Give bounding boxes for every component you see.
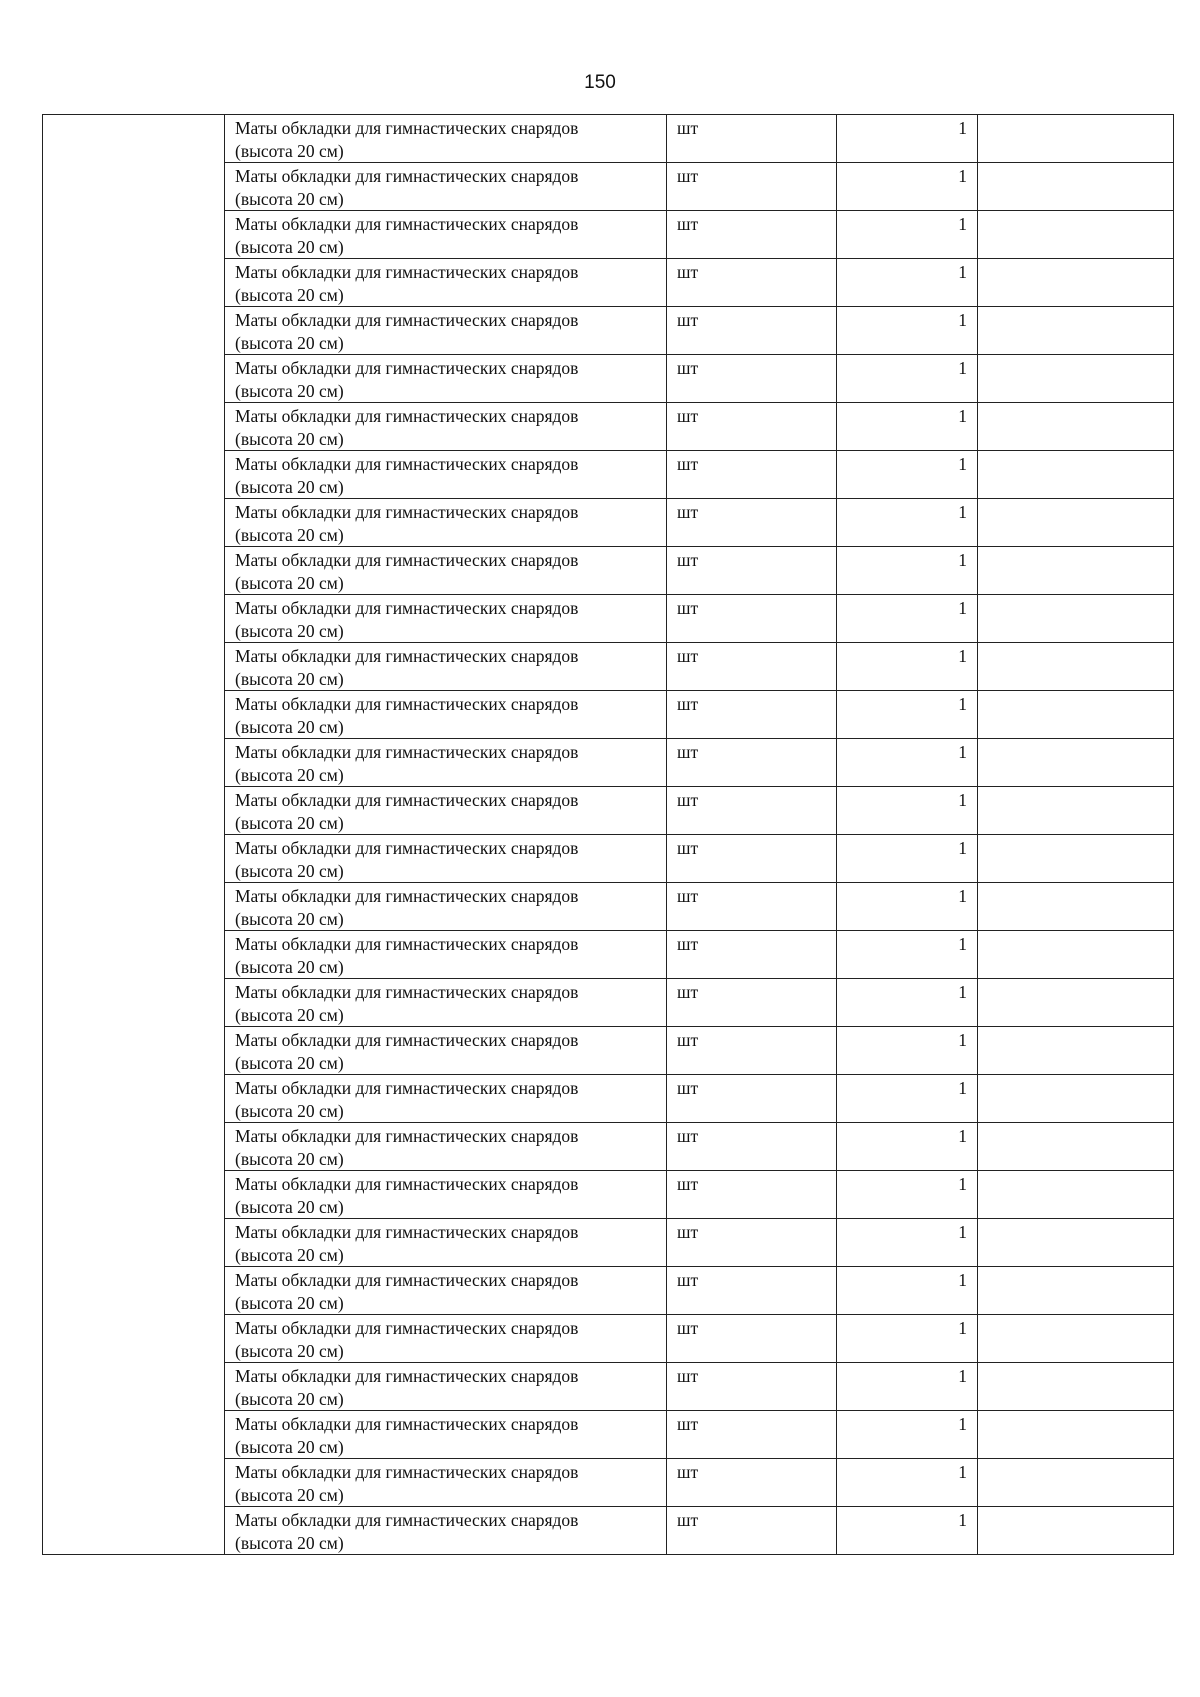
item-note-cell <box>978 547 1174 595</box>
item-note-cell <box>978 403 1174 451</box>
item-note-cell <box>978 259 1174 307</box>
item-qty-cell <box>837 547 978 595</box>
item-unit-cell <box>667 739 837 787</box>
item-name-line1: Маты обкладки для гимнастических снарядов <box>235 502 579 522</box>
item-unit-cell <box>667 1267 837 1315</box>
item-qty-cell <box>837 1219 978 1267</box>
item-note-cell <box>978 163 1174 211</box>
item-name-line2: (высота 20 см) <box>235 1244 344 1265</box>
item-name-line1: Маты обкладки для гимнастических снарядов <box>235 1366 579 1386</box>
item-qty: 1 <box>958 1414 967 1434</box>
item-name-cell <box>225 499 667 547</box>
item-name-cell <box>225 979 667 1027</box>
item-qty: 1 <box>958 646 967 666</box>
item-qty-cell <box>837 787 978 835</box>
item-unit-cell <box>667 115 837 163</box>
item-name-line2: (высота 20 см) <box>235 1100 344 1121</box>
item-qty-cell <box>837 1027 978 1075</box>
item-name-cell <box>225 595 667 643</box>
item-note-cell <box>978 931 1174 979</box>
item-unit: шт <box>677 1318 699 1338</box>
item-note-cell <box>978 1315 1174 1363</box>
item-unit: шт <box>677 790 699 810</box>
item-name-line1: Маты обкладки для гимнастических снарядов <box>235 1030 579 1050</box>
item-unit-cell <box>667 403 837 451</box>
item-qty: 1 <box>958 1270 967 1290</box>
item-name-cell <box>225 1363 667 1411</box>
item-name-cell <box>225 1027 667 1075</box>
item-qty-cell <box>837 355 978 403</box>
item-note-cell <box>978 835 1174 883</box>
item-qty: 1 <box>958 214 967 234</box>
item-name-cell <box>225 1411 667 1459</box>
item-unit: шт <box>677 694 699 714</box>
item-qty-cell <box>837 115 978 163</box>
item-unit: шт <box>677 262 699 282</box>
item-name-line1: Маты обкладки для гимнастических снарядов <box>235 262 579 282</box>
item-note-cell <box>978 1363 1174 1411</box>
item-note-cell <box>978 787 1174 835</box>
item-name-line2: (высота 20 см) <box>235 1340 344 1361</box>
item-qty: 1 <box>958 1462 967 1482</box>
item-name-line2: (высота 20 см) <box>235 1052 344 1073</box>
item-name-line2: (высота 20 см) <box>235 1436 344 1457</box>
item-qty: 1 <box>958 886 967 906</box>
item-unit: шт <box>677 502 699 522</box>
item-qty-cell <box>837 451 978 499</box>
item-name-cell <box>225 835 667 883</box>
item-qty-cell <box>837 211 978 259</box>
item-name-line2: (высота 20 см) <box>235 284 344 305</box>
item-qty-cell <box>837 1267 978 1315</box>
item-note-cell <box>978 1075 1174 1123</box>
item-name-line1: Маты обкладки для гимнастических снарядов <box>235 1414 579 1434</box>
item-unit-cell <box>667 211 837 259</box>
item-name-cell <box>225 787 667 835</box>
item-note-cell <box>978 115 1174 163</box>
item-unit: шт <box>677 982 699 1002</box>
item-name-line2: (высота 20 см) <box>235 1388 344 1409</box>
item-qty: 1 <box>958 406 967 426</box>
item-name-cell <box>225 1459 667 1507</box>
item-unit-cell <box>667 1027 837 1075</box>
item-qty: 1 <box>958 310 967 330</box>
item-name-line1: Маты обкладки для гимнастических снарядов <box>235 1462 579 1482</box>
item-name-line2: (высота 20 см) <box>235 812 344 833</box>
item-name-cell <box>225 1315 667 1363</box>
item-name-line1: Маты обкладки для гимнастических снарядов <box>235 214 579 234</box>
item-name-line2: (высота 20 см) <box>235 476 344 497</box>
item-qty: 1 <box>958 1366 967 1386</box>
item-name-line2: (высота 20 см) <box>235 956 344 977</box>
item-note-cell <box>978 1219 1174 1267</box>
item-note-cell <box>978 643 1174 691</box>
item-unit: шт <box>677 1174 699 1194</box>
item-unit: шт <box>677 1270 699 1290</box>
item-name-line1: Маты обкладки для гимнастических снарядов <box>235 1510 579 1530</box>
item-qty: 1 <box>958 1078 967 1098</box>
item-qty: 1 <box>958 934 967 954</box>
item-unit-cell <box>667 595 837 643</box>
item-name-line2: (высота 20 см) <box>235 620 344 641</box>
item-qty: 1 <box>958 838 967 858</box>
item-unit: шт <box>677 1414 699 1434</box>
item-unit: шт <box>677 1462 699 1482</box>
item-qty: 1 <box>958 166 967 186</box>
item-qty-cell <box>837 163 978 211</box>
equipment-table <box>42 114 1174 1555</box>
item-unit-cell <box>667 1219 837 1267</box>
item-note-cell <box>978 1123 1174 1171</box>
item-note-cell <box>978 979 1174 1027</box>
item-unit-cell <box>667 1171 837 1219</box>
item-name-line2: (высота 20 см) <box>235 668 344 689</box>
item-unit-cell <box>667 883 837 931</box>
item-name-line1: Маты обкладки для гимнастических снарядов <box>235 934 579 954</box>
item-qty-cell <box>837 1363 978 1411</box>
item-qty: 1 <box>958 1174 967 1194</box>
item-name-line2: (высота 20 см) <box>235 1532 344 1553</box>
item-name-line2: (высота 20 см) <box>235 188 344 209</box>
section-cell <box>43 115 225 1555</box>
item-unit: шт <box>677 454 699 474</box>
item-note-cell <box>978 883 1174 931</box>
item-note-cell <box>978 1171 1174 1219</box>
item-qty-cell <box>837 883 978 931</box>
item-qty-cell <box>837 259 978 307</box>
item-unit-cell <box>667 499 837 547</box>
item-unit-cell <box>667 451 837 499</box>
item-note-cell <box>978 739 1174 787</box>
item-name-line2: (высота 20 см) <box>235 1292 344 1313</box>
item-unit-cell <box>667 1459 837 1507</box>
item-qty-cell <box>837 979 978 1027</box>
item-name-line1: Маты обкладки для гимнастических снарядов <box>235 1318 579 1338</box>
item-qty-cell <box>837 835 978 883</box>
item-qty-cell <box>837 499 978 547</box>
item-name-cell <box>225 547 667 595</box>
item-unit: шт <box>677 118 699 138</box>
item-qty-cell <box>837 1123 978 1171</box>
item-qty: 1 <box>958 1126 967 1146</box>
item-name-line1: Маты обкладки для гимнастических снарядов <box>235 406 579 426</box>
item-name-cell <box>225 691 667 739</box>
item-name-cell <box>225 1075 667 1123</box>
item-unit-cell <box>667 1363 837 1411</box>
item-unit-cell <box>667 787 837 835</box>
item-name-line1: Маты обкладки для гимнастических снарядов <box>235 1126 579 1146</box>
item-name-line2: (высота 20 см) <box>235 1004 344 1025</box>
item-unit-cell <box>667 691 837 739</box>
item-name-line2: (высота 20 см) <box>235 380 344 401</box>
item-name-cell <box>225 259 667 307</box>
item-unit-cell <box>667 835 837 883</box>
item-note-cell <box>978 307 1174 355</box>
item-name-line1: Маты обкладки для гимнастических снарядов <box>235 790 579 810</box>
item-name-line1: Маты обкладки для гимнастических снарядов <box>235 742 579 762</box>
item-note-cell <box>978 1267 1174 1315</box>
item-note-cell <box>978 211 1174 259</box>
item-name-line1: Маты обкладки для гимнастических снарядов <box>235 550 579 570</box>
item-unit: шт <box>677 550 699 570</box>
item-name-cell <box>225 739 667 787</box>
item-qty: 1 <box>958 118 967 138</box>
item-qty: 1 <box>958 502 967 522</box>
item-unit: шт <box>677 742 699 762</box>
item-name-line1: Маты обкладки для гимнастических снарядов <box>235 310 579 330</box>
item-qty-cell <box>837 1507 978 1555</box>
item-unit: шт <box>677 838 699 858</box>
item-name-line1: Маты обкладки для гимнастических снарядов <box>235 454 579 474</box>
item-unit: шт <box>677 166 699 186</box>
item-note-cell <box>978 1459 1174 1507</box>
item-qty: 1 <box>958 982 967 1002</box>
item-name-line2: (высота 20 см) <box>235 1148 344 1169</box>
item-note-cell <box>978 595 1174 643</box>
item-unit: шт <box>677 214 699 234</box>
item-qty: 1 <box>958 790 967 810</box>
item-qty-cell <box>837 1315 978 1363</box>
item-note-cell <box>978 1027 1174 1075</box>
item-name-line2: (высота 20 см) <box>235 428 344 449</box>
item-unit: шт <box>677 886 699 906</box>
item-unit-cell <box>667 979 837 1027</box>
item-name-line1: Маты обкладки для гимнастических снарядов <box>235 1270 579 1290</box>
item-name-line1: Маты обкладки для гимнастических снарядов <box>235 886 579 906</box>
item-name-line2: (высота 20 см) <box>235 140 344 161</box>
item-name-cell <box>225 1123 667 1171</box>
item-name-line1: Маты обкладки для гимнастических снарядов <box>235 598 579 618</box>
item-name-line1: Маты обкладки для гимнастических снарядов <box>235 1222 579 1242</box>
item-name-line1: Маты обкладки для гимнастических снарядов <box>235 358 579 378</box>
item-name-cell <box>225 451 667 499</box>
page-number: 150 <box>584 72 616 93</box>
item-unit: шт <box>677 1222 699 1242</box>
item-name-line2: (высота 20 см) <box>235 764 344 785</box>
item-name-cell <box>225 403 667 451</box>
item-name-cell <box>225 1507 667 1555</box>
item-name-cell <box>225 1171 667 1219</box>
item-unit-cell <box>667 1411 837 1459</box>
item-qty: 1 <box>958 358 967 378</box>
item-note-cell <box>978 499 1174 547</box>
item-note-cell <box>978 691 1174 739</box>
item-unit: шт <box>677 934 699 954</box>
item-qty: 1 <box>958 694 967 714</box>
item-name-line1: Маты обкладки для гимнастических снарядов <box>235 1078 579 1098</box>
item-unit-cell <box>667 1507 837 1555</box>
item-qty-cell <box>837 1075 978 1123</box>
item-name-cell <box>225 355 667 403</box>
item-name-line1: Маты обкладки для гимнастических снарядов <box>235 1174 579 1194</box>
item-qty: 1 <box>958 454 967 474</box>
table-body <box>43 115 1174 1555</box>
item-unit: шт <box>677 1366 699 1386</box>
item-qty-cell <box>837 691 978 739</box>
item-unit: шт <box>677 1078 699 1098</box>
item-qty-cell <box>837 739 978 787</box>
item-qty: 1 <box>958 742 967 762</box>
item-name-line1: Маты обкладки для гимнастических снарядов <box>235 646 579 666</box>
item-name-cell <box>225 211 667 259</box>
item-qty-cell <box>837 931 978 979</box>
item-name-cell <box>225 931 667 979</box>
item-qty-cell <box>837 595 978 643</box>
item-unit: шт <box>677 1510 699 1530</box>
item-qty-cell <box>837 403 978 451</box>
item-name-cell <box>225 1219 667 1267</box>
item-name-line2: (высота 20 см) <box>235 1484 344 1505</box>
item-name-line2: (высота 20 см) <box>235 572 344 593</box>
item-unit: шт <box>677 310 699 330</box>
item-note-cell <box>978 1507 1174 1555</box>
item-name-cell <box>225 163 667 211</box>
item-unit-cell <box>667 259 837 307</box>
item-unit: шт <box>677 598 699 618</box>
item-name-line2: (высота 20 см) <box>235 716 344 737</box>
item-unit: шт <box>677 406 699 426</box>
item-qty: 1 <box>958 1030 967 1050</box>
item-unit-cell <box>667 931 837 979</box>
item-unit: шт <box>677 1030 699 1050</box>
table-row <box>43 115 1174 163</box>
item-name-line1: Маты обкладки для гимнастических снарядов <box>235 166 579 186</box>
item-qty-cell <box>837 1459 978 1507</box>
item-qty: 1 <box>958 1318 967 1338</box>
item-unit-cell <box>667 1123 837 1171</box>
item-name-line1: Маты обкладки для гимнастических снарядов <box>235 838 579 858</box>
item-qty: 1 <box>958 1222 967 1242</box>
item-name-cell <box>225 883 667 931</box>
item-note-cell <box>978 1411 1174 1459</box>
item-name-line2: (высота 20 см) <box>235 860 344 881</box>
item-name-cell <box>225 307 667 355</box>
item-name-line2: (высота 20 см) <box>235 332 344 353</box>
item-qty-cell <box>837 643 978 691</box>
item-unit: шт <box>677 358 699 378</box>
item-name-line2: (высота 20 см) <box>235 1196 344 1217</box>
item-name-cell <box>225 115 667 163</box>
item-name-line2: (высота 20 см) <box>235 236 344 257</box>
item-unit-cell <box>667 547 837 595</box>
item-unit-cell <box>667 643 837 691</box>
item-qty-cell <box>837 1171 978 1219</box>
item-qty: 1 <box>958 1510 967 1530</box>
item-note-cell <box>978 355 1174 403</box>
item-name-line2: (высота 20 см) <box>235 908 344 929</box>
item-unit-cell <box>667 1315 837 1363</box>
item-note-cell <box>978 451 1174 499</box>
item-name-line1: Маты обкладки для гимнастических снарядов <box>235 982 579 1002</box>
item-unit: шт <box>677 1126 699 1146</box>
item-unit-cell <box>667 355 837 403</box>
item-unit: шт <box>677 646 699 666</box>
item-name-line1: Маты обкладки для гимнастических снарядов <box>235 118 579 138</box>
item-name-line2: (высота 20 см) <box>235 524 344 545</box>
item-qty: 1 <box>958 262 967 282</box>
item-unit-cell <box>667 1075 837 1123</box>
item-unit-cell <box>667 163 837 211</box>
item-unit-cell <box>667 307 837 355</box>
item-qty-cell <box>837 1411 978 1459</box>
item-qty-cell <box>837 307 978 355</box>
item-name-cell <box>225 643 667 691</box>
item-qty: 1 <box>958 550 967 570</box>
item-name-cell <box>225 1267 667 1315</box>
item-name-line1: Маты обкладки для гимнастических снарядов <box>235 694 579 714</box>
item-qty: 1 <box>958 598 967 618</box>
